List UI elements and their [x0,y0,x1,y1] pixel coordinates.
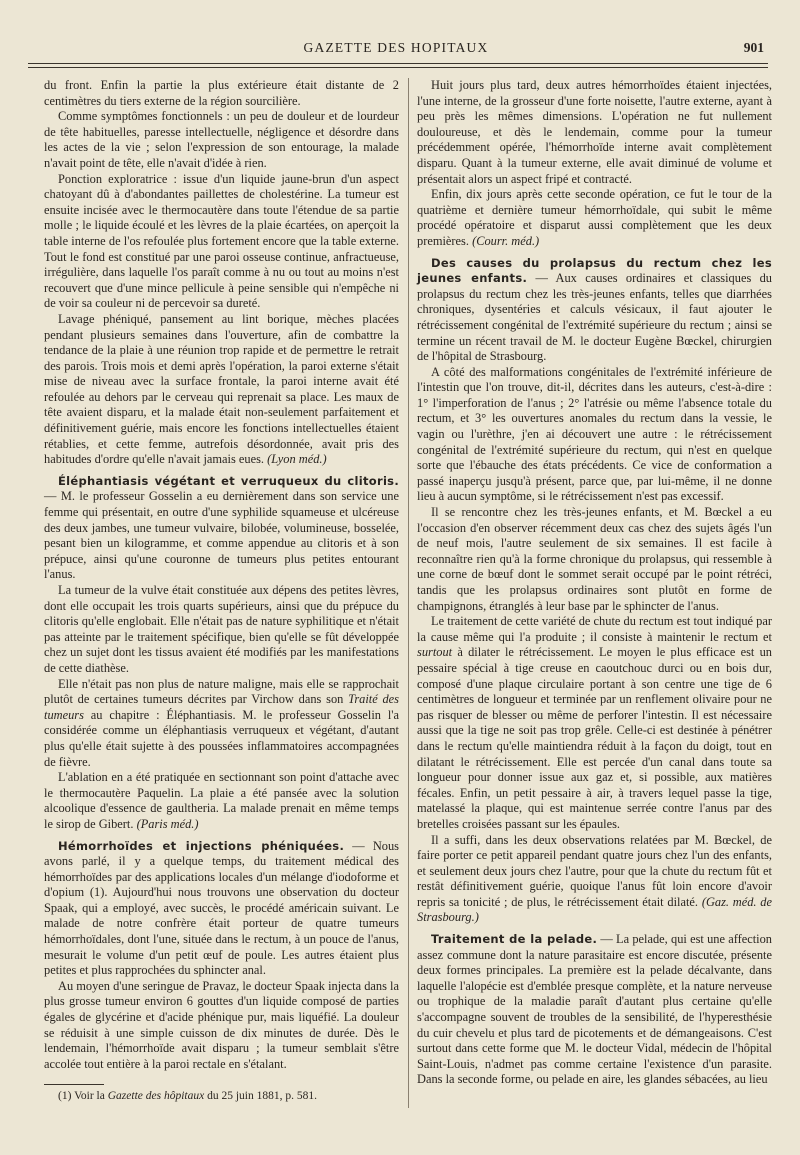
article-paragraph [417,256,772,365]
running-title: GAZETTE DES HOPITAUX [303,40,489,55]
paragraph: La tumeur de la vulve était constituée aux dépens des petites lèvres, dont elle occupait les trois quarts supérieurs, ainsi que du prépuce du clitoris qu'elle englobait. Elle n'était pas de nature syphilitique et n'était pas atteinte par le traitement spécifique, bien qu'elle se fût développée chez un sujet dont les tissus avaient été modifiés par les manifestations de cette diathèse. [44,583,399,675]
paragraph: du front. Enfin la partie la plus extérieure était distante de 2 centimètres du tiers externe de la région sourcilière. [44,78,399,108]
article-paragraph [44,839,399,979]
paragraph-text: — M. le professeur Gosselin a eu dernièrement dans son service une femme qui présentait, en outre d'une syphilide squameuse et ulcéreuse des deux jambes, une tumeur vulvaire, bilobée, volumineuse, bosselée, pesant bien un kilogramme, et comme appendue au clitoris et à son prépuce, ainsi qu'une couronne de tumeurs plus petites entourant l'anus. [44,489,399,582]
italic-title: Traité des tumeurs [44,692,399,722]
paragraph: Il se rencontre chez les très-jeunes enfants, et M. Bœckel a eu l'occasion d'en observer récemment deux cas chez des sujets âgés l'un de neuf mois, l'autre seulement de six semaines. Il est facile à reconnaître rien qu'à la forme chronique du prolapsus, qui ressemble à une corne de bœuf dont le sommet serait occupé par le point rétréci, tandis que les prolapsus ordinaires sont plutôt en forme de champignons, étranglés à leur base par le sphincter de l'anus. [417,505,772,613]
left-column [44,78,399,1105]
source-citation: (Gaz. méd. de Strasbourg.) [417,894,772,925]
paragraph-text: Enfin, dix jours après cette seconde opération, ce fut le tour de la quatrième et dernière tumeur hémorrhoïdale, qui subit le même procédé opératoire et disparut aussi complètement que les deux premières. [417,187,772,248]
paragraph [417,614,772,832]
italic-title: Gazette des hôpitaux [107,1090,205,1103]
source-citation: (Lyon méd.) [267,452,327,467]
article-paragraph [44,474,399,583]
paragraph-text: au chapitre : Éléphantiasis. M. le professeur Gosselin l'a considérée comme un éléphantiasis verruqueux et végétant, d'autant plus qu'elle était sujette à des poussées inflammatoires accompagnées de fièvre. [44,707,399,769]
paragraph: Au moyen d'une seringue de Pravaz, le docteur Spaak injecta dans la plus grosse tumeur environ 6 gouttes d'un liquide composé de parties égales de glycérine et d'acide phénique pur, mais liquéfié. La douleur se réduisit à une simple cuisson de dix minutes de durée. Dès le lendemain, l'hémorrhoïde avait disparu ; la tumeur semblait s'être accolée tout entière à la paroi rectale en s'étalant. [44,978,399,1071]
paragraph-text: Il a suffi, dans les deux observations relatées par M. Bœckel, de faire porter ce petit appareil pendant quatre jours chez l'un des enfants, et seulement deux jours chez l'autre, pour que la chute du rectum fût et restât définitivement guérie, quoique l'anus fût loin encore d'avoir repris sa tonicité ; de plus, le rétrécissement était dilaté. [417,832,772,909]
paragraph-text: L'ablation en a été pratiquée en sectionnant son point d'attache avec le thermocautère Paquelin. La plaie a été pansée avec la solution alcoolique d'essence de gaultheria. La malade prenait en même temps le sirop de Gibert. [44,770,399,831]
column-divider [408,78,409,1108]
paragraph [44,312,399,468]
paragraph-text: Lavage phéniqué, pansement au lint borique, mèches placées pendant plusieurs semaines dans l'ouverture, afin de combattre la tendance de la plaie à une réunion trop rapide et de permettre le retrait des parois. Trois mois et demi après l'opération, la paroi externe s'était mise de niveau avec la surface frontale, la paroi interne avait été refoulée au dehors par le cerveau qui reprenait sa place. Les maux de tête avaient disparu, et la malade était non-seulement parfaitement et définitivement guérie, mais encore les fonctions intellectuelles étaient rétablies, et cette femme, autrefois désordonnée, avait pris des habitudes d'ordre qu'elle n'avait jamais eues. [44,311,399,467]
paragraph [44,770,399,832]
page-number: 901 [743,40,764,55]
paragraph [417,833,772,927]
paragraph-text: Le traitement de cette variété de chute du rectum est tout indiqué par la cause même qui l'a produite ; il consiste à maintenir le rectum et [417,614,772,644]
article-heading: Hémorrhoïdes et injections phéniquées. [58,838,345,853]
paragraph: Comme symptômes fonctionnels : un peu de douleur et de lourdeur de tête habituelles, paresse intellectuelle, négligence et désordre dans les actes de la vie ; selon l'expression de son entourage, la malade n'avait point de tête, elle n'avait d'idée à rien. [44,109,399,170]
source-citation: (Paris méd.) [136,816,199,831]
italic-word: surtout [417,645,453,660]
header-rule-thick [28,63,768,64]
paragraph [44,677,399,771]
paragraph: Huit jours plus tard, deux autres hémorrhoïdes étaient injectées, l'une interne, de la grosseur d'une forte noisette, l'autre externe, ayant à peu près les mêmes dimensions. L'opération ne fut nullement douloureuse, et dès le lendemain, comme pour la tumeur précédemment opérée, l'hémorrhoïde interne avait complètement disparu. Quant à la tumeur externe, elle avait diminué de volume et présentait alors un aspect fripé et contracté. [417,78,772,186]
paragraph-text: — Nous avons parlé, il y a quelque temps, du traitement médical des hémorrhoïdes par des applications locales d'un mélange d'iodoforme et d'opium (1). Aujourd'hui nous trouvons une observation du docteur Spaak, qui a employé, avec succès, le procédé américain suivant. Le malade de notre confrère était porteur de quatre tumeurs hémorrhoïdales, dont l'une, située dans le rectum, à un pouce de l'anus, mesurait le volume d'un petit œuf de poule. Les autres étaient plus petites et plus rapprochées du sphincter anal. [44,838,399,978]
source-citation: (Courr. méd.) [472,233,540,248]
footnote-text: du 25 juin 1881, p. 581. [204,1090,317,1103]
paragraph: A côté des malformations congénitales de l'extrémité inférieure de l'intestin que l'on trouve, dit-il, décrites dans les auteurs, c'est-à-dire : 1° l'imperforation de l'anus ; 2° l'atrésie ou même l'absence totale du rectum, et 3° les ouvertures anomales du rectum dans la vessie, le vagin ou l'urèthre, j'en ai découvert une autre : le rétrécissement congénital de l'extrémité supérieure du rectum, qui n'est en quelque sorte que l'ébauche des états précédents. Ce vice de conformation a passé inaperçu jusqu'à présent, parce que, par lui-même, il ne donne lieu à aucun symptôme, si le rétrécissement n'est pas excessif. [417,364,772,504]
paragraph-text: — La pelade, qui est une affection assez commune dont la nature parasitaire est encore discutée, présente deux formes principales. La première est la pelade décalvante, dans laquelle l'alopécie est d'emblée presque complète, et la nature nerveuse ou trophique de la maladie paraît d'autant plus certaine qu'elle s'accompagne souvent de troubles de la sensibilité, de l'hyperesthésie du cuir chevelu et plus tard de picotements et de démangeaisons. C'est surtout dans cette forme que M. le docteur Vidal, médecin de l'hôpital Saint-Louis, n'admet pas comme certaine l'existence d'un parasite. Dans la seconde forme, ou pelade en aire, les glandes sébacées, au lieu [417,932,772,1087]
page-header [28,40,764,60]
footnote [44,1089,399,1105]
footnote-text: (1) Voir la [58,1090,108,1103]
paragraph [417,187,772,249]
header-rule-thin [28,67,768,68]
article-heading: Traitement de la pelade. [431,932,598,947]
article-heading: Des causes du prolapsus du rectum chez les jeunes enfants. [417,255,772,286]
footnote-rule [44,1084,104,1085]
article-heading: Éléphantiasis végétant et verruqueux du clitoris. [58,473,399,488]
paragraph: Ponction exploratrice : issue d'un liquide jaune-brun d'un aspect chatoyant dû à d'abondantes paillettes de cholestérine. La tumeur est ensuite incisée avec le thermocautère dans toute l'étendue de sa partie molle ; le liquide écoulé et les lèvres de la plaie écartées, on aperçoit la table interne de l'os refoulée plus fortement encore que la table externe. Tout le fond est constitué par une paroi osseuse continue, anfractueuse, irrégulière, dans laquelle l'os paraît comme à nu ou tout au moins n'est recouvert que d'une mince pellicule à peine sensible qui n'empêche ni de voir sa couleur ni de percevoir sa dureté. [44,171,399,311]
paragraph-text: — Aux causes ordinaires et classiques du prolapsus du rectum chez les très-jeunes enfants, telles que diarrhées chroniques, dysentéries et calculs vésicaux, il faut ajouter le rétrécissement congénital de l'extrémité supérieure du rectum ; ainsi se termine un récent travail de M. le docteur Eugène Bœckel, chirurgien de l'hôpital de Strasbourg. [417,271,772,364]
article-paragraph [417,932,772,1088]
paragraph-text: à dilater le rétrécissement. Le moyen le plus efficace est un pessaire spécial à tige creuse en caoutchouc durci ou en bois dur, composé d'une plaque circulaire portant à son centre une tige de 6 centimètres de longueur et terminée par un renflement olivaire pour ne pas risquer de blesser ou même de perforer l'intestin. Il est nécessaire aussi que la tige ne soit pas trop grêle. Celle-ci est destinée à pénétrer dans le rectum qu'elle maintiendra réduit à la façon du doigt, tout en dilatant le rétrécissement. Elle est percée d'un canal dans toute sa longueur pour donner issue aux gaz et, si possible, aux matières fécales. Enfin, un petit pessaire à air, à travers lequel passe la tige, matelassé la plaque, qui est maintenue serrée contre l'anus par des bretelles croisées passant sur les épaules. [417,645,772,831]
right-column [417,78,772,1088]
paragraph-text: Elle n'était pas non plus de nature maligne, mais elle se rapprochait plutôt de certaines tumeurs décrites par Virchow dans son [44,676,399,707]
